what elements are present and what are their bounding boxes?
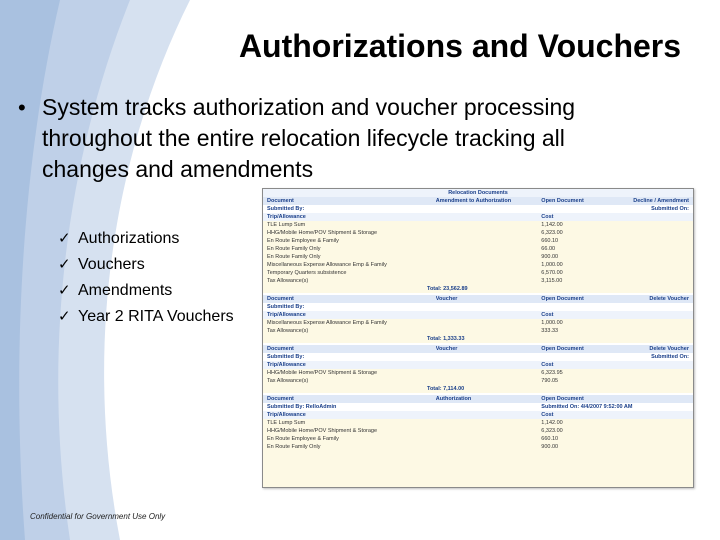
- main-bullet-text: System tracks authorization and voucher processing throughout the entire relocation lifecycle tracking all changes and amendments: [42, 94, 576, 182]
- table-row: [263, 277, 693, 285]
- submitted-on: Submitted On:: [651, 354, 689, 360]
- open-document-link[interactable]: Open Document: [541, 346, 584, 352]
- sub-bullet-label: Authorizations: [78, 230, 180, 247]
- open-document-link[interactable]: Open Document: [541, 198, 584, 204]
- table-row: [263, 269, 693, 277]
- item-cost: 1,142.00: [541, 222, 563, 228]
- item-cost: 900.00: [541, 254, 559, 260]
- total-row: [263, 285, 693, 293]
- header-cell: Document: [267, 396, 294, 402]
- table-row: [263, 261, 693, 269]
- item-name: TLE Lump Sum: [267, 420, 306, 426]
- document-type-link[interactable]: Voucher: [435, 296, 458, 302]
- columns-row: [263, 311, 693, 319]
- table-row: [263, 377, 693, 385]
- item-name: TLE Lump Sum: [267, 222, 306, 228]
- item-cost: 333.33: [541, 328, 559, 334]
- columns-row: [263, 361, 693, 369]
- table-row: [263, 435, 693, 443]
- sub-bullet-item: [58, 226, 268, 252]
- column-header: Trip/Allowance: [267, 412, 306, 418]
- table-row: [263, 443, 693, 451]
- item-cost: 6,323.95: [541, 370, 563, 376]
- delete-voucher-link[interactable]: Delete Voucher: [649, 346, 689, 352]
- submitted-row: [263, 353, 693, 361]
- delete-voucher-link[interactable]: Delete Voucher: [649, 296, 689, 302]
- submitted-on: Submitted On:: [651, 206, 689, 212]
- document-header-row: [263, 197, 693, 205]
- item-name: HHG/Mobile Home/POV Shipment & Storage: [267, 428, 378, 434]
- item-cost: 660.10: [541, 238, 559, 244]
- column-header: Trip/Allowance: [267, 312, 306, 318]
- check-icon: ✓: [58, 308, 71, 325]
- total-value: Total: 1,333.33: [427, 336, 465, 342]
- document-type-link[interactable]: Amendment to Authorization: [435, 198, 512, 204]
- columns-row: [263, 411, 693, 419]
- item-name: Miscellaneous Expense Allowance Emp & Family: [267, 320, 387, 326]
- table-row: [263, 419, 693, 427]
- document-header-row: [263, 295, 693, 303]
- item-name: HHG/Mobile Home/POV Shipment & Storage: [267, 370, 378, 376]
- item-cost: 6,570.00: [541, 270, 563, 276]
- total-value: Total: 23,562.89: [427, 286, 468, 292]
- sub-bullet-item: [58, 278, 268, 304]
- document-header-row: [263, 395, 693, 403]
- sub-bullet-label: Vouchers: [78, 256, 145, 273]
- document-header-row: [263, 345, 693, 353]
- sub-bullet-item: [58, 304, 268, 330]
- submitted-row: [263, 403, 693, 411]
- column-header: Cost: [541, 214, 554, 220]
- sub-bullet-item: [58, 252, 268, 278]
- check-icon: ✓: [58, 230, 71, 247]
- item-cost: 790.05: [541, 378, 559, 384]
- item-name: En Route Family Only: [267, 246, 321, 252]
- column-header: Cost: [541, 312, 554, 318]
- total-value: Total: 7,114.00: [427, 386, 465, 392]
- table-row: [263, 221, 693, 229]
- item-cost: 1,000.00: [541, 320, 563, 326]
- table-row: [263, 369, 693, 377]
- relocation-documents-panel: [262, 188, 694, 488]
- total-row: [263, 385, 693, 393]
- item-name: En Route Employee & Family: [267, 436, 339, 442]
- item-name: Tax Allowance(s): [267, 278, 309, 284]
- footer-confidential: Confidential for Government Use Only: [30, 512, 166, 521]
- item-name: Tax Allowance(s): [267, 378, 309, 384]
- check-icon: ✓: [58, 256, 71, 273]
- document-type-link[interactable]: Voucher: [435, 346, 458, 352]
- item-cost: 6,323.00: [541, 230, 563, 236]
- submitted-on: Submitted On: 4/4/2007 9:52:00 AM: [541, 404, 633, 410]
- bullet-dot: •: [18, 95, 26, 120]
- header-cell: Document: [267, 346, 294, 352]
- item-cost: 3,115.00: [541, 278, 563, 284]
- item-name: En Route Family Only: [267, 254, 321, 260]
- total-row: [263, 335, 693, 343]
- table-row: [263, 319, 693, 327]
- main-bullet: [18, 92, 658, 185]
- item-name: HHG/Mobile Home/POV Shipment & Storage: [267, 230, 378, 236]
- submitted-row: [263, 303, 693, 311]
- decline-amendment-link[interactable]: Decline / Amendment: [633, 198, 689, 204]
- table-row: [263, 327, 693, 335]
- column-header: Cost: [541, 362, 554, 368]
- item-cost: 6,323.00: [541, 428, 563, 434]
- open-document-link[interactable]: Open Document: [541, 396, 584, 402]
- table-row: [263, 237, 693, 245]
- item-name: Temporary Quarters subsistence: [267, 270, 347, 276]
- table-row: [263, 229, 693, 237]
- submitted-by: Submitted By: RelloAdmin: [267, 404, 337, 410]
- item-cost: 1,000.00: [541, 262, 563, 268]
- item-cost: 66.00: [541, 246, 556, 252]
- table-row: [263, 253, 693, 261]
- document-type-link[interactable]: Authorization: [435, 396, 472, 402]
- submitted-row: [263, 205, 693, 213]
- column-header: Cost: [541, 412, 554, 418]
- item-name: En Route Family Only: [267, 444, 321, 450]
- check-icon: ✓: [58, 282, 71, 299]
- column-header: Trip/Allowance: [267, 362, 306, 368]
- table-row: [263, 427, 693, 435]
- sub-bullet-label: Amendments: [78, 282, 173, 299]
- submitted-by: Submitted By:: [267, 206, 305, 212]
- header-cell: Document: [267, 296, 294, 302]
- item-cost: 660.10: [541, 436, 559, 442]
- item-cost: 1,142.00: [541, 420, 563, 426]
- item-name: En Route Employee & Family: [267, 238, 339, 244]
- panel-caption: Relocation Documents: [263, 189, 693, 197]
- header-cell: Document: [267, 198, 294, 204]
- sub-bullet-label: Year 2 RITA Vouchers: [78, 308, 234, 325]
- columns-row: [263, 213, 693, 221]
- open-document-link[interactable]: Open Document: [541, 296, 584, 302]
- submitted-by: Submitted By:: [267, 354, 305, 360]
- item-name: Miscellaneous Expense Allowance Emp & Family: [267, 262, 387, 268]
- item-cost: 900.00: [541, 444, 559, 450]
- item-name: Tax Allowance(s): [267, 328, 309, 334]
- sub-bullet-list: [58, 226, 268, 330]
- table-row: [263, 245, 693, 253]
- submitted-by: Submitted By:: [267, 304, 305, 310]
- slide-title: Authorizations and Vouchers: [238, 28, 682, 64]
- column-header: Trip/Allowance: [267, 214, 306, 220]
